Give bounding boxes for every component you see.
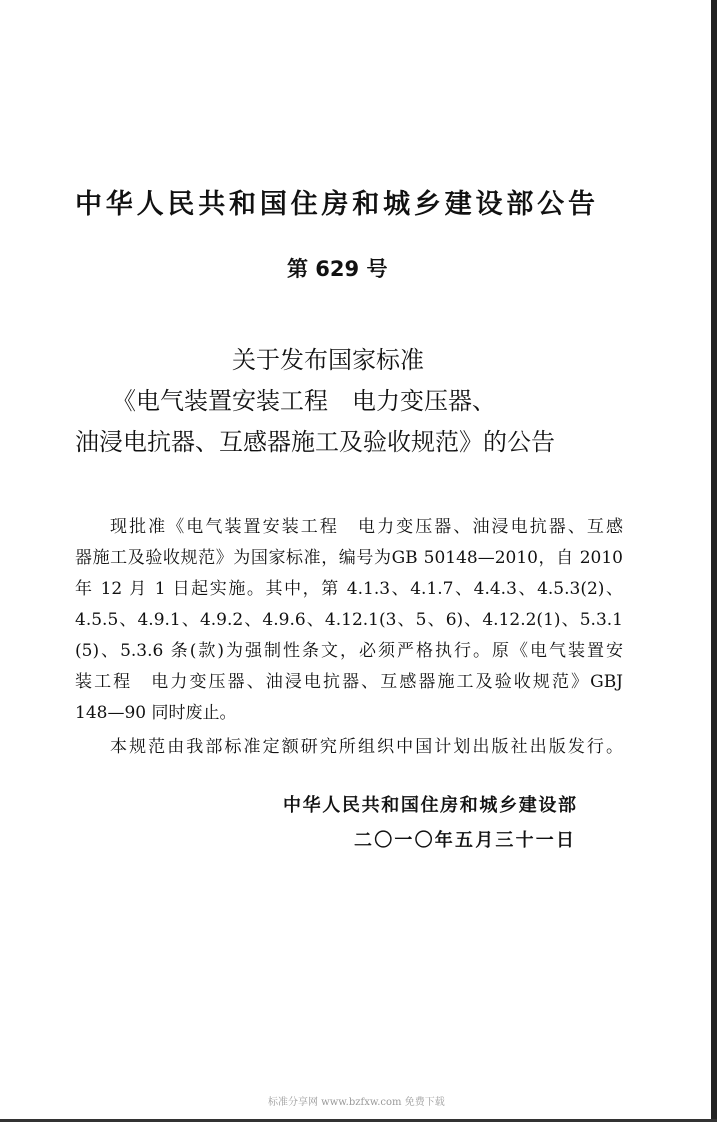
body-line: 器施工及验收规范》为国家标准，编号为GB 50148—2010，自 2010 — [75, 548, 623, 568]
subtitle-line: 关于发布国家标准 — [232, 346, 424, 374]
body-line: (5)、5.3.6 条(款)为强制性条文，必须严格执行。原《电气装置安 — [75, 641, 623, 661]
signature-date: 二〇一〇年五月三十一日 — [354, 830, 574, 851]
body-line: 装工程 电力变压器、油浸电抗器、互感器施工及验收规范》GBJ — [75, 672, 623, 692]
scan-border-right — [711, 0, 717, 1122]
announcement-number: 第 629 号 — [287, 257, 388, 281]
subtitle-line: 《电气装置安装工程 电力变压器、 — [112, 387, 496, 415]
subtitle-line: 油浸电抗器、互感器施工及验收规范》的公告 — [75, 428, 555, 456]
watermark-footer: 标准分享网 www.bzfxw.com 免费下载 — [268, 1097, 445, 1108]
body-line: 本规范由我部标准定额研究所组织中国计划出版社出版发行。 — [110, 737, 623, 757]
page-title: 中华人民共和国住房和城乡建设部公告 — [75, 189, 595, 220]
body-line: 148—90 同时废止。 — [75, 703, 237, 723]
body-line: 年 12 月 1 日起实施。其中，第 4.1.3、4.1.7、4.4.3、4.5.3(2)、 — [75, 579, 623, 599]
body-line: 4.5.5、4.9.1、4.9.2、4.9.6、4.12.1(3、5、6)、4.12.2(1)、5.3.1 — [75, 610, 623, 630]
body-line: 现批准《电气装置安装工程 电力变压器、油浸电抗器、互感 — [110, 517, 623, 537]
signature-org: 中华人民共和国住房和城乡建设部 — [283, 795, 576, 816]
